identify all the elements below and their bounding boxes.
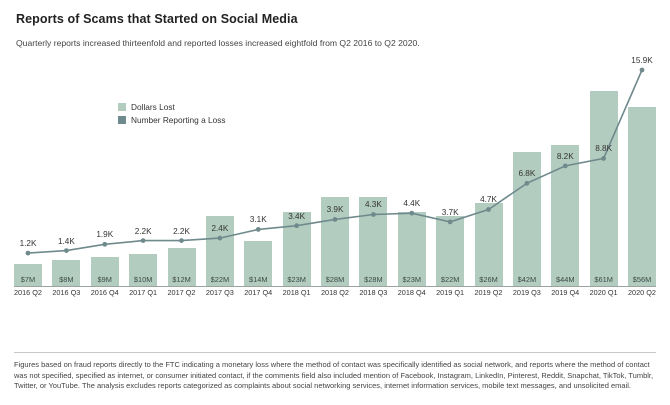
line-value-label: 2.2K bbox=[173, 226, 190, 236]
line-value-label: 6.8K bbox=[518, 169, 536, 179]
line-point bbox=[409, 211, 414, 216]
footnote-text: Figures based on fraud reports directly to the FTC indicating a monetary loss where the method of contact was specifically identified as social network, and reports where the method of contact was not specified, specified as internet, or consumer initiated contact, if the comments field also included mention of Facebook, Instagram, LinkedIn, Pinterest, Reddit, Snapchat, TikTok, Tumblr, Twitter, or YouTube. The analysis excludes reports categorized as complaints about social networking services, internet information services, mobile text messages, and unsolicited email. bbox=[14, 360, 654, 391]
line-value-label: 8.2K bbox=[556, 151, 574, 161]
bar-value-label: $22M bbox=[210, 275, 230, 284]
x-axis-tick-label: 2020 Q2 bbox=[628, 288, 656, 297]
line-point bbox=[218, 236, 223, 241]
x-axis-tick-label: 2020 Q1 bbox=[589, 288, 618, 297]
line-point bbox=[525, 181, 530, 186]
x-axis-tick-label: 2019 Q2 bbox=[474, 288, 503, 297]
bar-value-label: $26M bbox=[479, 275, 498, 284]
line-point bbox=[563, 164, 568, 169]
line-value-label: 4.3K bbox=[364, 200, 382, 210]
line-value-label: 8.8K bbox=[595, 144, 613, 154]
footnote-section bbox=[14, 352, 656, 392]
line-point bbox=[333, 217, 338, 222]
x-axis-tick-label: 2019 Q3 bbox=[512, 288, 541, 297]
line-value-label: 3.7K bbox=[441, 207, 459, 217]
x-axis-tick-label: 2017 Q4 bbox=[244, 288, 273, 297]
line-value-label: 1.4K bbox=[57, 236, 75, 246]
line-point bbox=[179, 238, 184, 243]
line-point bbox=[64, 248, 69, 253]
bar-value-label: $7M bbox=[20, 275, 36, 284]
divider bbox=[14, 352, 656, 353]
bar-value-label: $56M bbox=[632, 275, 652, 284]
bar-value-label: $8M bbox=[59, 275, 74, 284]
line-value-label: 4.7K bbox=[480, 195, 497, 205]
x-axis-tick-label: 2018 Q1 bbox=[282, 288, 311, 297]
line-point bbox=[640, 68, 645, 73]
x-axis-tick-label: 2016 Q2 bbox=[14, 288, 42, 297]
line-path bbox=[28, 70, 642, 253]
bar-value-label: $28M bbox=[325, 275, 345, 284]
line-point bbox=[448, 220, 453, 225]
x-axis-tick-label: 2017 Q3 bbox=[205, 288, 234, 297]
bar-value-label: $9M bbox=[97, 275, 112, 284]
bar-value-label: $14M bbox=[249, 275, 268, 284]
x-axis-tick-label: 2018 Q4 bbox=[397, 288, 426, 297]
chart-area bbox=[14, 54, 656, 312]
line-point bbox=[26, 251, 31, 256]
bar-value-label: $44M bbox=[556, 275, 575, 284]
plot-region bbox=[14, 54, 656, 286]
line-value-label: 3.4K bbox=[288, 211, 306, 221]
bar-value-label: $42M bbox=[517, 275, 537, 284]
line-point bbox=[486, 207, 491, 212]
x-axis-labels bbox=[14, 289, 656, 297]
bar-value-label: $23M bbox=[287, 275, 306, 284]
x-axis-tick-label: 2017 Q2 bbox=[167, 288, 196, 297]
line-point bbox=[141, 238, 146, 243]
x-axis-tick-label: 2018 Q3 bbox=[359, 288, 388, 297]
line-point bbox=[102, 242, 107, 247]
x-axis-tick-label: 2017 Q1 bbox=[129, 288, 158, 297]
line-value-label: 4.4K bbox=[403, 199, 421, 209]
bar-value-label: $28M bbox=[364, 275, 383, 284]
line-value-label: 1.2K bbox=[19, 239, 37, 249]
line-value-label: 3.1K bbox=[249, 215, 267, 225]
line-point bbox=[371, 212, 376, 217]
line-series bbox=[14, 54, 656, 286]
line-point bbox=[294, 223, 299, 228]
page-title: Reports of Scams that Started on Social Media bbox=[16, 12, 298, 26]
legend-label: Dollars Lost bbox=[131, 102, 175, 112]
line-point bbox=[256, 227, 261, 232]
x-axis-tick-label: 2019 Q4 bbox=[551, 288, 580, 297]
bar-value-label: $10M bbox=[133, 275, 153, 284]
bar-value-label: $23M bbox=[402, 275, 421, 284]
line-value-label: 2.4K bbox=[211, 224, 229, 234]
legend-label: Number Reporting a Loss bbox=[131, 115, 226, 125]
x-axis-tick-label: 2016 Q3 bbox=[52, 288, 81, 297]
line-point bbox=[601, 156, 606, 161]
bar-value-label: $61M bbox=[594, 275, 613, 284]
bar-value-label: $22M bbox=[440, 275, 460, 284]
line-value-label: 15.9K bbox=[631, 56, 653, 65]
x-axis-tick-label: 2016 Q4 bbox=[90, 288, 119, 297]
line-value-label: 3.9K bbox=[326, 205, 344, 215]
x-axis-tick-label: 2019 Q1 bbox=[436, 288, 465, 297]
chart-subtitle: Quarterly reports increased thirteenfold and reported losses increased eightfold from Q2 2016 to Q2 2020. bbox=[16, 38, 420, 48]
bar-value-label: $12M bbox=[172, 275, 191, 284]
line-value-label: 1.9K bbox=[96, 230, 114, 240]
x-axis-tick-label: 2018 Q2 bbox=[321, 288, 349, 297]
x-axis-line bbox=[14, 286, 656, 287]
line-value-label: 2.2K bbox=[134, 226, 152, 236]
